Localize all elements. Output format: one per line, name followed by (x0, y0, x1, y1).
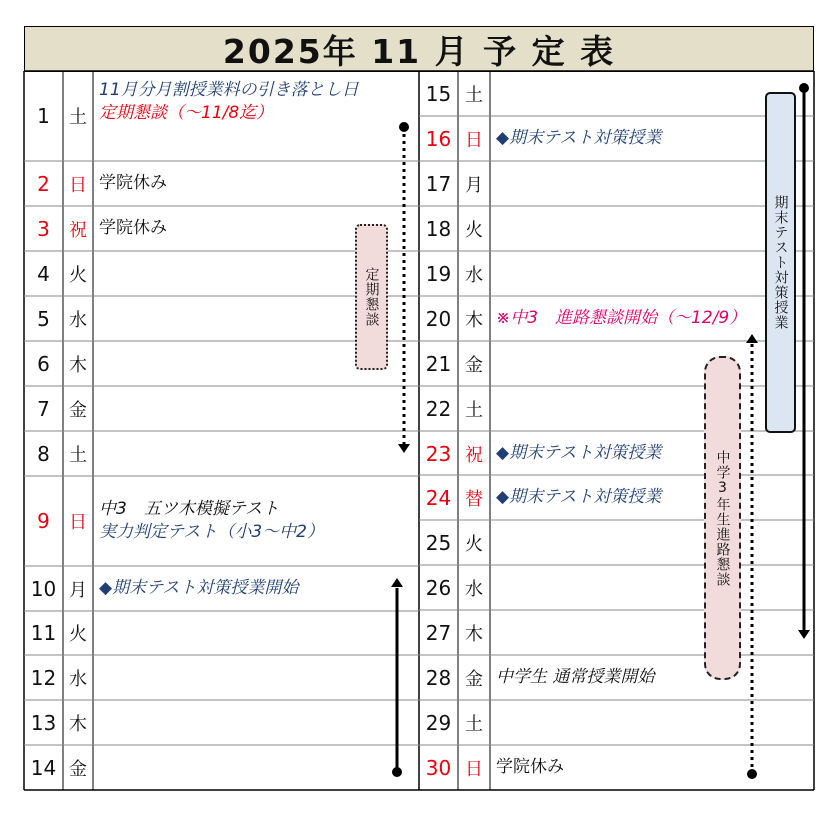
day-number: 5 (37, 306, 50, 331)
event-text: 実力判定テスト（小3～中2） (99, 522, 324, 542)
day-of-week: 替 (465, 488, 483, 510)
day-of-week: 金 (69, 399, 87, 421)
event-text: 学院休み (99, 218, 167, 238)
kimatsu-taisaku-label: 期末テスト対策授業 (772, 195, 789, 330)
event-text: 中学生 通常授業開始 (496, 667, 655, 687)
day-of-week: 月 (69, 579, 87, 601)
page-title: 2025年 11 月 予 定 表 (222, 31, 616, 71)
day-number: 9 (37, 509, 50, 533)
event-cell (93, 386, 419, 431)
day-number: 22 (425, 396, 452, 421)
day-of-week: 木 (69, 713, 87, 735)
day-of-week: 祝 (69, 219, 87, 241)
day-number: 1 (37, 104, 50, 128)
event-text: ※中3 進路懇談開始（～12/9） (496, 308, 747, 328)
event-cell (490, 431, 814, 476)
event-cell (93, 71, 419, 161)
day-of-week: 水 (69, 309, 87, 331)
event-cell (93, 431, 419, 476)
day-of-week: 日 (69, 174, 87, 196)
event-cell (93, 611, 419, 655)
day-of-week: 祝 (465, 444, 483, 466)
day-of-week: 水 (465, 264, 483, 286)
schedule-sheet (24, 26, 814, 790)
event-text: ◆期末テスト対策授業開始 (99, 578, 299, 598)
shinro-kondan-label: 中学3年生進路懇談 (714, 449, 731, 587)
event-cell (93, 566, 419, 611)
event-cell (93, 161, 419, 206)
event-text: 学院休み (496, 757, 564, 777)
event-cell (93, 700, 419, 745)
kimatsu-taisaku-box (765, 92, 796, 433)
day-number: 28 (425, 665, 452, 690)
day-of-week: 土 (465, 399, 483, 421)
day-of-week: 土 (465, 84, 483, 106)
teiki-kondan-box (355, 224, 388, 370)
day-number: 18 (425, 216, 452, 241)
event-text: ◆期末テスト対策授業 (496, 128, 662, 148)
event-cell (93, 745, 419, 790)
day-of-week: 火 (465, 219, 483, 241)
day-number: 3 (37, 216, 50, 241)
day-number: 20 (425, 306, 452, 331)
day-of-week: 土 (69, 444, 87, 466)
event-text: 定期懇談（～11/8迄） (99, 103, 274, 123)
day-of-week: 火 (465, 533, 483, 555)
calendar-grid (24, 71, 814, 790)
day-number: 30 (425, 755, 452, 780)
day-of-week: 土 (465, 713, 483, 735)
day-number: 7 (37, 396, 50, 421)
event-cell (490, 475, 814, 520)
day-number: 24 (425, 485, 452, 510)
day-of-week: 金 (69, 758, 87, 780)
day-of-week: 火 (69, 264, 87, 286)
day-of-week: 日 (465, 758, 483, 780)
event-cell (93, 655, 419, 700)
day-number: 12 (30, 665, 57, 690)
shinro-kondan-box (704, 356, 741, 680)
day-of-week: 土 (69, 107, 87, 128)
day-number: 10 (30, 576, 57, 601)
day-number: 25 (425, 530, 452, 555)
day-number: 6 (37, 351, 50, 376)
event-cell (490, 745, 814, 790)
day-of-week: 金 (465, 354, 483, 376)
event-cell (490, 700, 814, 745)
event-text: 中3 五ツ木模擬テスト (99, 499, 280, 519)
day-number: 4 (37, 261, 50, 286)
day-number: 11 (30, 621, 57, 645)
day-of-week: 水 (465, 578, 483, 600)
day-number: 16 (425, 126, 452, 151)
day-number: 29 (425, 710, 452, 735)
day-number: 17 (425, 171, 452, 196)
event-text: 11月分月割授業料の引き落とし日 (99, 80, 359, 100)
event-cell (93, 476, 419, 566)
day-number: 13 (30, 710, 57, 735)
day-of-week: 月 (465, 174, 483, 196)
title-bar (24, 26, 814, 72)
day-number: 2 (37, 171, 50, 196)
event-cell (490, 610, 814, 655)
day-of-week: 木 (465, 623, 483, 645)
day-number: 14 (30, 755, 57, 780)
teiki-kondan-label: 定期懇談 (363, 267, 380, 327)
day-of-week: 火 (69, 624, 87, 645)
day-number: 26 (425, 575, 452, 600)
day-of-week: 日 (465, 129, 483, 151)
event-text: 学院休み (99, 173, 167, 193)
day-of-week: 水 (69, 668, 87, 690)
day-number: 21 (425, 351, 452, 376)
event-text: ◆期末テスト対策授業 (496, 487, 662, 507)
day-number: 27 (425, 620, 452, 645)
day-of-week: 金 (465, 668, 483, 690)
day-of-week: 日 (69, 512, 87, 533)
day-number: 8 (37, 441, 50, 466)
event-cell (490, 565, 814, 610)
event-cell (490, 520, 814, 565)
day-number: 15 (425, 81, 452, 106)
event-cell (490, 655, 814, 700)
event-text: ◆期末テスト対策授業 (496, 443, 662, 463)
day-number: 23 (425, 441, 452, 466)
day-of-week: 木 (69, 354, 87, 376)
day-number: 19 (425, 261, 452, 286)
day-of-week: 木 (465, 309, 483, 331)
